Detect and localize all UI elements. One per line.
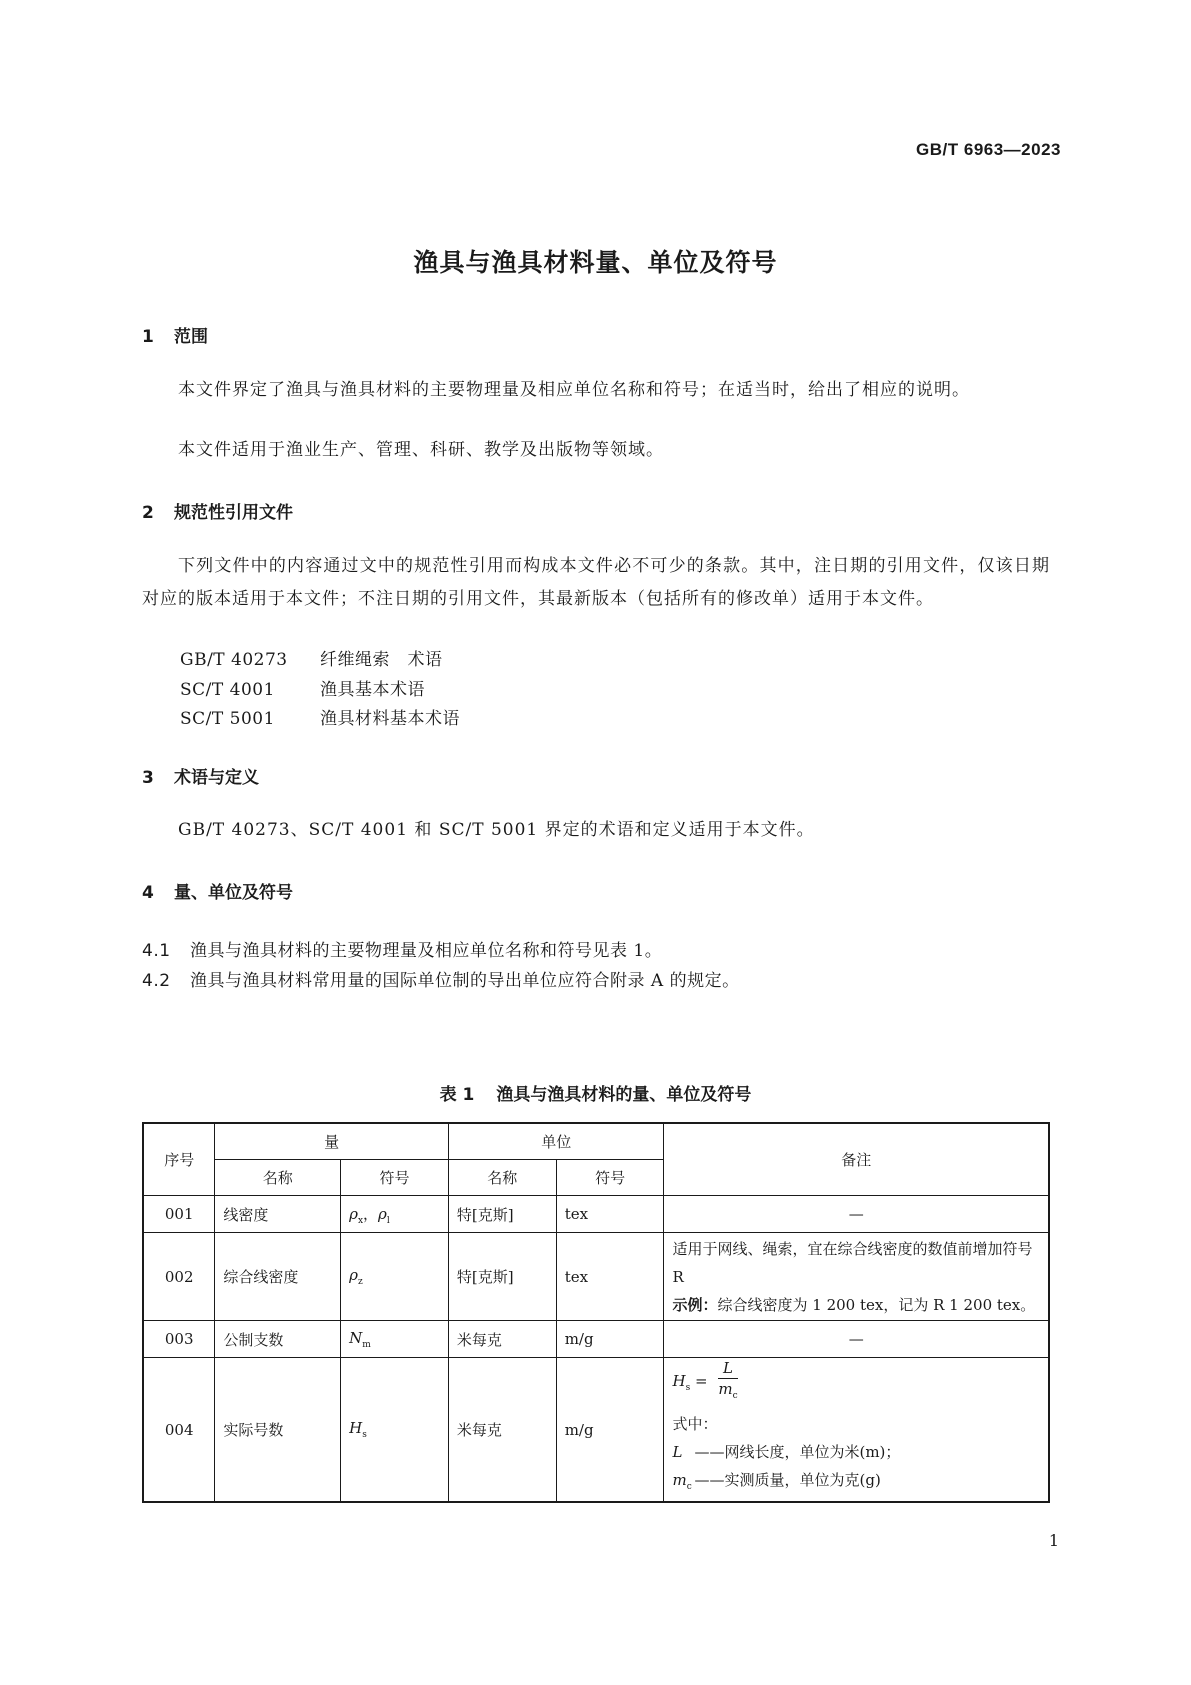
cell-quantity-symbol (341, 1358, 449, 1503)
reference-item (180, 645, 443, 670)
definition-line (672, 1466, 1040, 1501)
cell-remark: — (664, 1196, 1049, 1233)
section-number: 1 (142, 327, 154, 347)
where-label: 式中： (672, 1415, 718, 1433)
cell-seq: 001 (143, 1196, 215, 1233)
symbol-base: N (349, 1328, 363, 1347)
symbol-subscript: l (386, 1215, 390, 1226)
page-number: 1 (1048, 1531, 1059, 1550)
cell-unit-name: 米每克 (448, 1358, 556, 1503)
cell-quantity-name: 公制支数 (215, 1321, 341, 1358)
reference-code: GB/T 40273 (180, 650, 288, 670)
cell-unit-symbol: tex (556, 1233, 664, 1321)
section-title: 量、单位及符号 (174, 883, 293, 903)
header-unit-name: 名称 (448, 1160, 556, 1196)
section-2-heading (142, 498, 293, 523)
cell-quantity-name: 综合线密度 (215, 1233, 341, 1321)
section-number: 4 (142, 883, 154, 903)
definition-symbol-subscript: c (686, 1482, 692, 1492)
document-title: 渔具与渔具材料量、单位及符号 (413, 248, 778, 277)
header-seq: 序号 (143, 1123, 215, 1196)
section-4-heading (142, 878, 293, 903)
symbol-base: ρ (378, 1204, 387, 1223)
cell-seq: 003 (143, 1321, 215, 1358)
cell-remark (664, 1358, 1049, 1503)
header-quantity-name: 名称 (215, 1160, 341, 1196)
clause-text: 渔具与渔具材料的主要物理量及相应单位名称和符号见表 1。 (190, 941, 663, 961)
section-3-paragraph: GB/T 40273、SC/T 4001 和 SC/T 5001 界定的术语和定义适用于本文件。 (178, 820, 815, 840)
standard-number: GB/T 6963—2023 (916, 140, 1061, 159)
cell-seq: 004 (143, 1358, 215, 1503)
reference-code: SC/T 5001 (180, 709, 275, 729)
table-caption (0, 1080, 1191, 1105)
cell-quantity-symbol (341, 1321, 449, 1358)
example-text: 综合线密度为 1 200 tex，记为 R 1 200 tex。 (717, 1295, 1036, 1314)
formula-fraction (718, 1358, 737, 1406)
cell-seq: 002 (143, 1233, 215, 1321)
section-title: 术语与定义 (174, 768, 259, 788)
formula-lhs: H (672, 1372, 686, 1390)
symbol-base: ρ (349, 1266, 358, 1284)
cell-quantity-name: 实际号数 (215, 1358, 341, 1503)
reference-code: SC/T 4001 (180, 680, 275, 700)
definition-text: ——网线长度，单位为米(m)； (694, 1443, 901, 1461)
header-unit: 单位 (448, 1123, 664, 1160)
table-header-row (143, 1123, 1049, 1160)
symbol-subscript: m (362, 1339, 371, 1350)
cell-unit-symbol: tex (556, 1196, 664, 1233)
remark-example (672, 1291, 1040, 1319)
cell-unit-name: 米每克 (448, 1321, 556, 1358)
reference-title: 渔具材料基本术语 (320, 709, 460, 729)
symbol-base: ρ (349, 1204, 358, 1223)
section-number: 3 (142, 768, 154, 788)
symbol-subscript: x (357, 1215, 364, 1226)
header-quantity-symbol: 符号 (341, 1160, 449, 1196)
section-1-paragraph-1: 本文件界定了渔具与渔具材料的主要物理量及相应单位名称和符号；在适当时，给出了相应的说明。 (178, 380, 970, 400)
section-number: 2 (142, 503, 154, 523)
reference-item (180, 675, 425, 700)
cell-quantity-name: 线密度 (215, 1196, 341, 1233)
formula (672, 1358, 1040, 1406)
fraction-denominator: m (718, 1380, 733, 1398)
table-row (143, 1196, 1049, 1233)
formula-lhs-subscript: s (685, 1383, 691, 1393)
reference-title: 纤维绳索 术语 (320, 650, 443, 670)
cell-remark: — (664, 1321, 1049, 1358)
section-title: 规范性引用文件 (174, 503, 293, 523)
cell-unit-name: 特[克斯] (448, 1196, 556, 1233)
section-1-paragraph-2: 本文件适用于渔业生产、管理、科研、教学及出版物等领域。 (178, 440, 664, 460)
cell-remark (664, 1233, 1049, 1321)
symbol-separator: ， (363, 1204, 379, 1223)
example-label: 示例： (672, 1295, 718, 1314)
clause-text: 渔具与渔具材料常用量的国际单位制的导出单位应符合附录 A 的规定。 (190, 971, 740, 991)
formula-equals: = (694, 1372, 708, 1390)
cell-quantity-symbol (341, 1196, 449, 1233)
cell-unit-name: 特[克斯] (448, 1233, 556, 1321)
remark-text: 适用于网线、绳索，宜在综合线密度的数值前增加符号 R (672, 1239, 1033, 1286)
quantities-table (142, 1122, 1050, 1503)
fraction-numerator: L (718, 1358, 737, 1379)
definition-text: ——实测质量，单位为克(g) (694, 1471, 881, 1489)
table-row (143, 1321, 1049, 1358)
clause-number: 4.2 (142, 971, 171, 991)
header-remark: 备注 (664, 1123, 1049, 1196)
section-3-heading (142, 763, 259, 788)
cell-unit-symbol: m/g (556, 1358, 664, 1503)
definition-line (672, 1438, 1040, 1466)
reference-item (180, 704, 460, 729)
definition-symbol: L (672, 1443, 683, 1461)
cell-unit-symbol: m/g (556, 1321, 664, 1358)
header-quantity: 量 (215, 1123, 449, 1160)
symbol-subscript: z (357, 1277, 363, 1287)
reference-title: 渔具基本术语 (320, 680, 425, 700)
clause-number: 4.1 (142, 941, 171, 961)
symbol-subscript: s (362, 1430, 367, 1440)
clause-4-1 (142, 936, 662, 961)
section-title: 范围 (174, 327, 208, 347)
table-row (143, 1233, 1049, 1321)
fraction-denominator-subscript: c (732, 1391, 738, 1401)
table-row (143, 1358, 1049, 1503)
symbol-base: H (349, 1419, 363, 1437)
clause-4-2 (142, 966, 740, 991)
cell-quantity-symbol (341, 1233, 449, 1321)
table-title: 渔具与渔具材料的量、单位及符号 (496, 1085, 752, 1105)
section-2-paragraph: 下列文件中的内容通过文中的规范性引用而构成本文件必不可少的条款。其中，注日期的引用文件，仅该日期对应的版本适用于本文件；不注日期的引用文件，其最新版本（包括所有的修改单）适用于本文件。 (142, 556, 1050, 609)
header-unit-symbol: 符号 (556, 1160, 664, 1196)
section-1-heading (142, 322, 208, 347)
definition-symbol: m (672, 1471, 687, 1489)
table-number: 表 1 (439, 1085, 475, 1105)
